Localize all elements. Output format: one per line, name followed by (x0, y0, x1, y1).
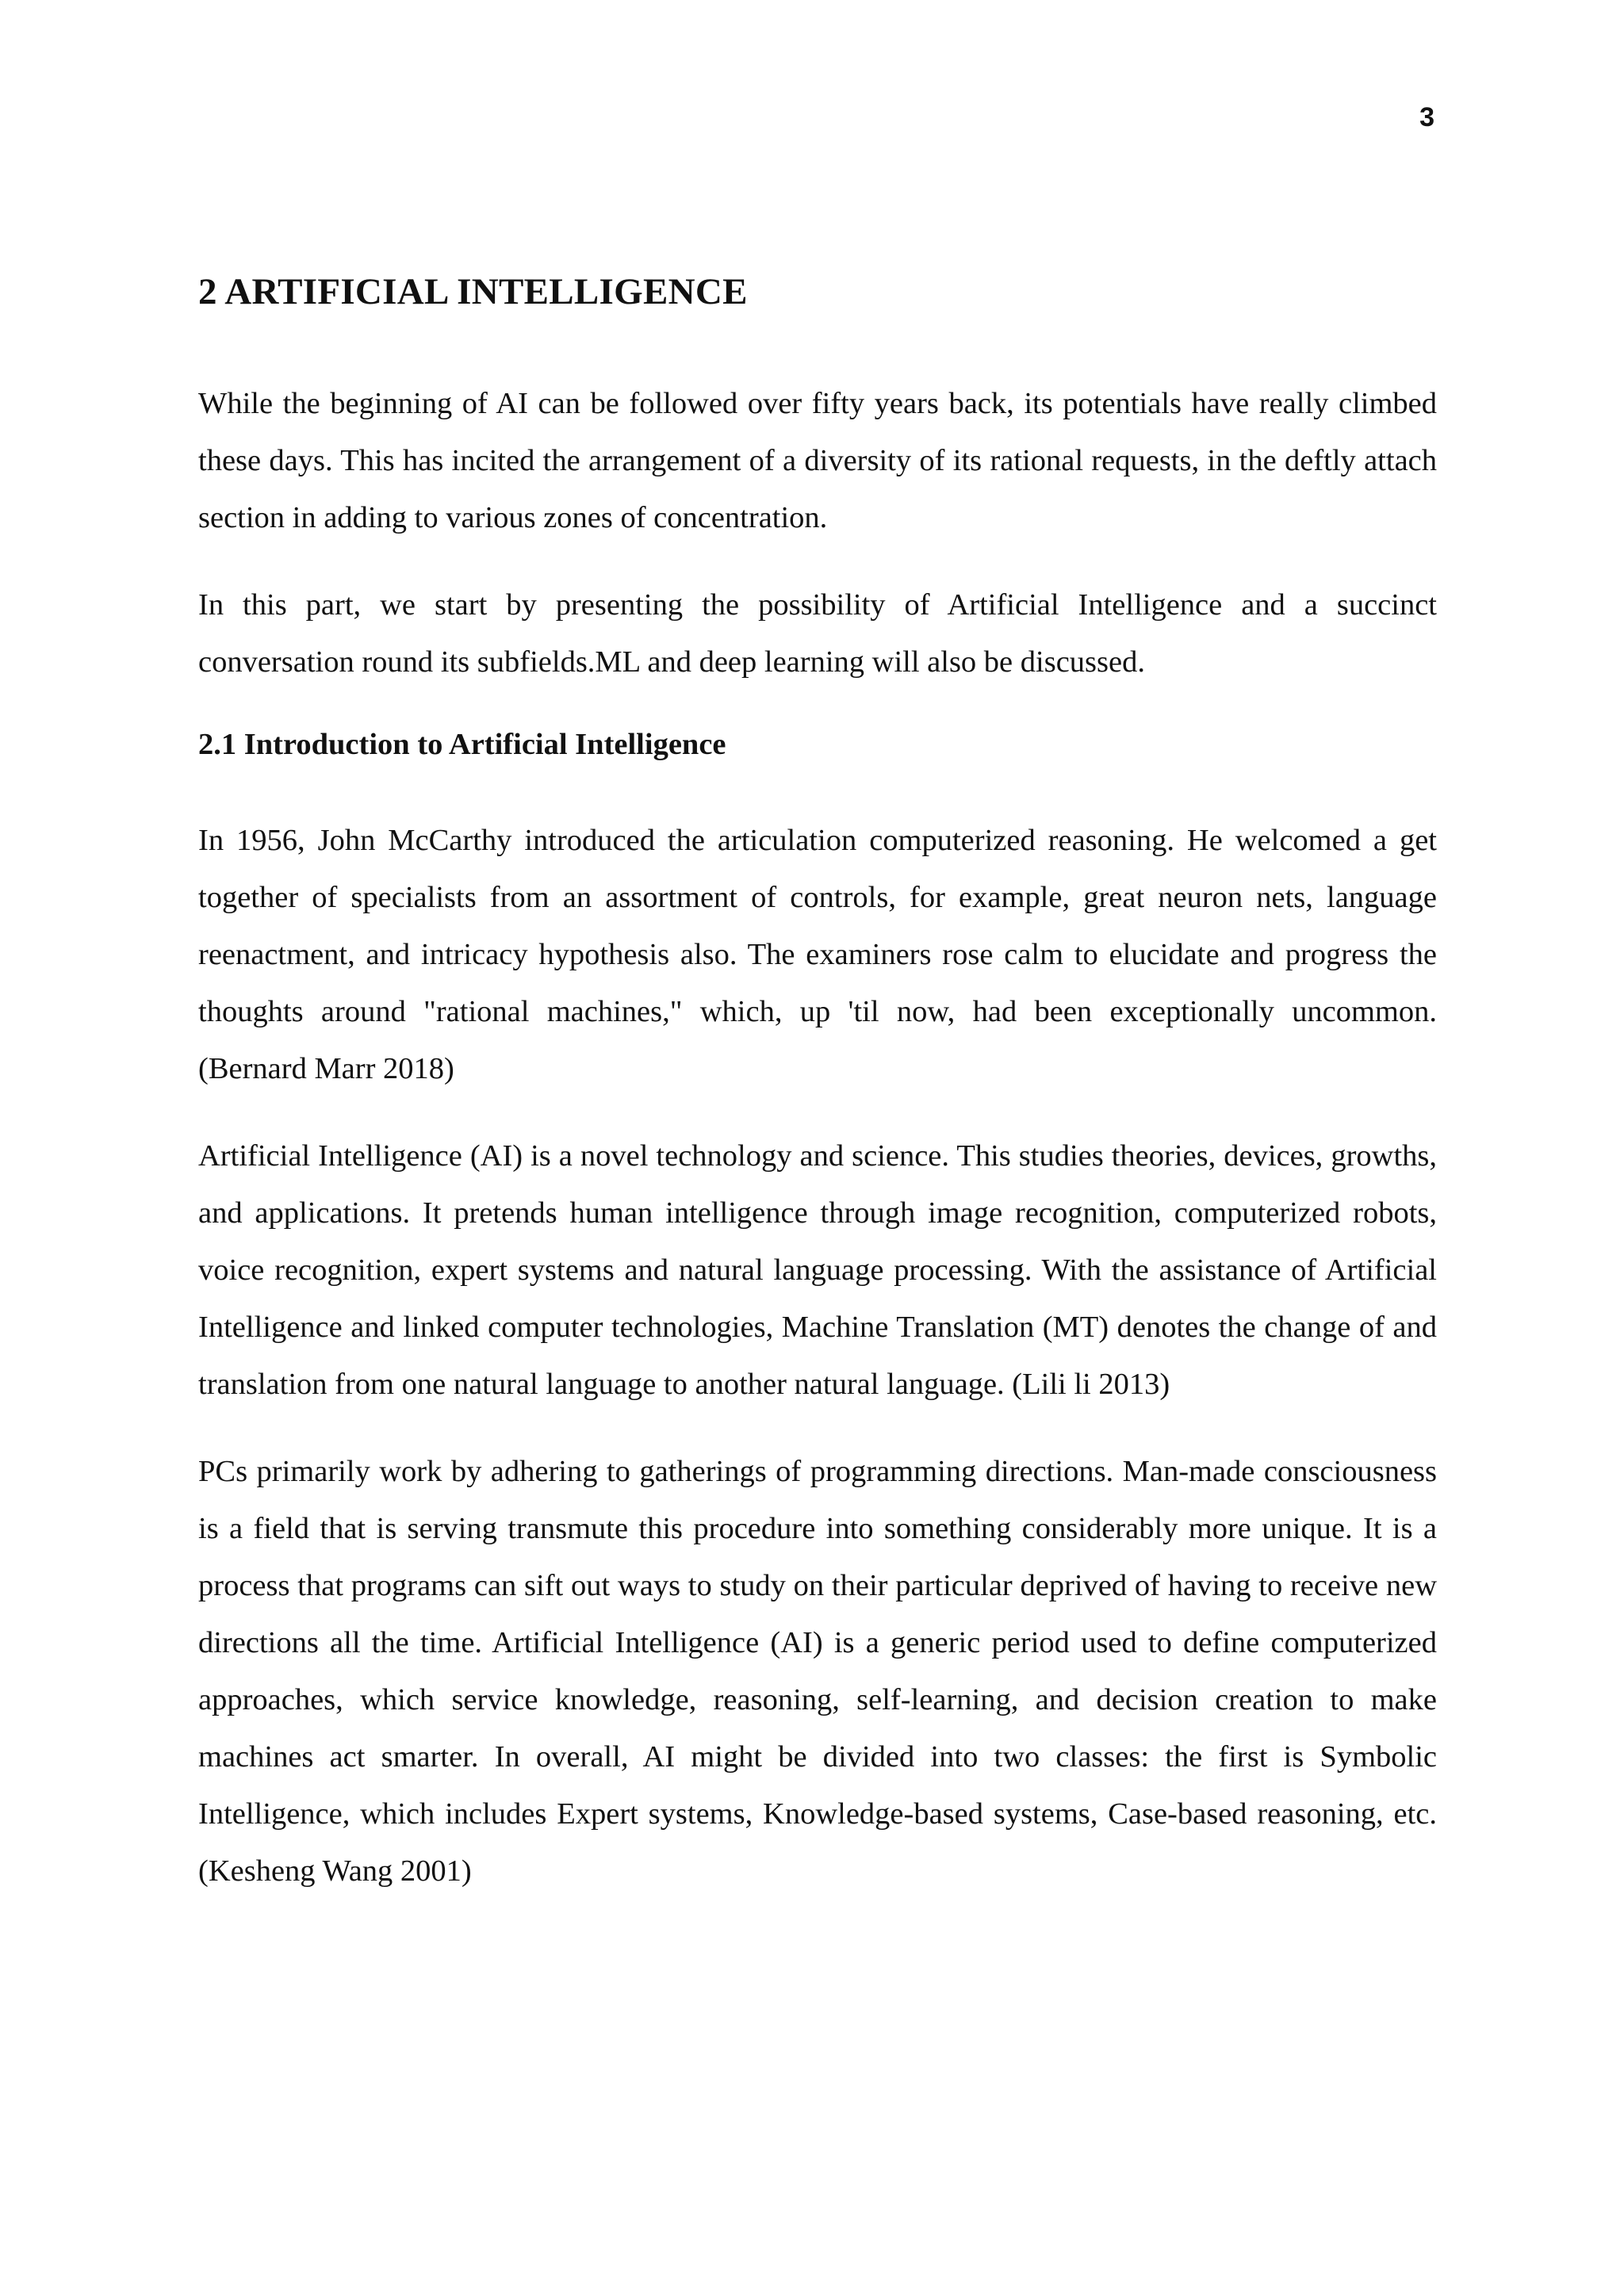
section-paragraph: Artificial Intelligence (AI) is a novel technology and science. This studies theories, devices, growths, and applications. It pretends human intelligence through image recognition, computerized robots, voice recognition, expert systems and natural language processing. With the assistance of Artificial Intelligence and linked computer technologies, Machine Translation (MT) denotes the change of and translation from one natural language to another natural language. (Lili li 2013) (198, 1139, 1437, 1401)
chapter-heading: 2 ARTIFICIAL INTELLIGENCE (198, 271, 748, 312)
chapter-paragraph: While the beginning of AI can be followed over fifty years back, its potentials have really climbed these days. This has incited the arrangement of a diversity of its rational requests, in the deftly attach section in adding to various zones of concentration. (198, 387, 1437, 534)
document-body (198, 268, 1437, 1930)
section-paragraph: PCs primarily work by adhering to gatherings of programming directions. Man-made consciousness is a field that is serving transmute this procedure into something considerably more unique. It is a process that programs can sift out ways to study on their particular deprived of having to receive new directions all the time. Artificial Intelligence (AI) is a generic period used to define computerized approaches, which service knowledge, reasoning, self-learning, and decision creation to make machines act smarter. In overall, AI might be divided into two classes: the first is Symbolic Intelligence, which includes Expert systems, Knowledge-based systems, Case-based reasoning, etc. (Kesheng Wang 2001) (198, 1455, 1437, 1888)
section-heading: 2.1 Introduction to Artificial Intelligence (198, 728, 726, 761)
page-number: 3 (1419, 102, 1434, 132)
chapter-paragraph: In this part, we start by presenting the possibility of Artificial Intelligence and a succinct conversation round its subfields.ML and deep learning will also be discussed. (198, 588, 1437, 679)
section-paragraph: In 1956, John McCarthy introduced the articulation computerized reasoning. He welcomed a get together of specialists from an assortment of controls, for example, great neuron nets, language reenactment, and intricacy hypothesis also. The examiners rose calm to elucidate and progress the thoughts around "rational machines," which, up 'til now, had been exceptionally uncommon. (Bernard Marr 2018) (198, 824, 1437, 1085)
